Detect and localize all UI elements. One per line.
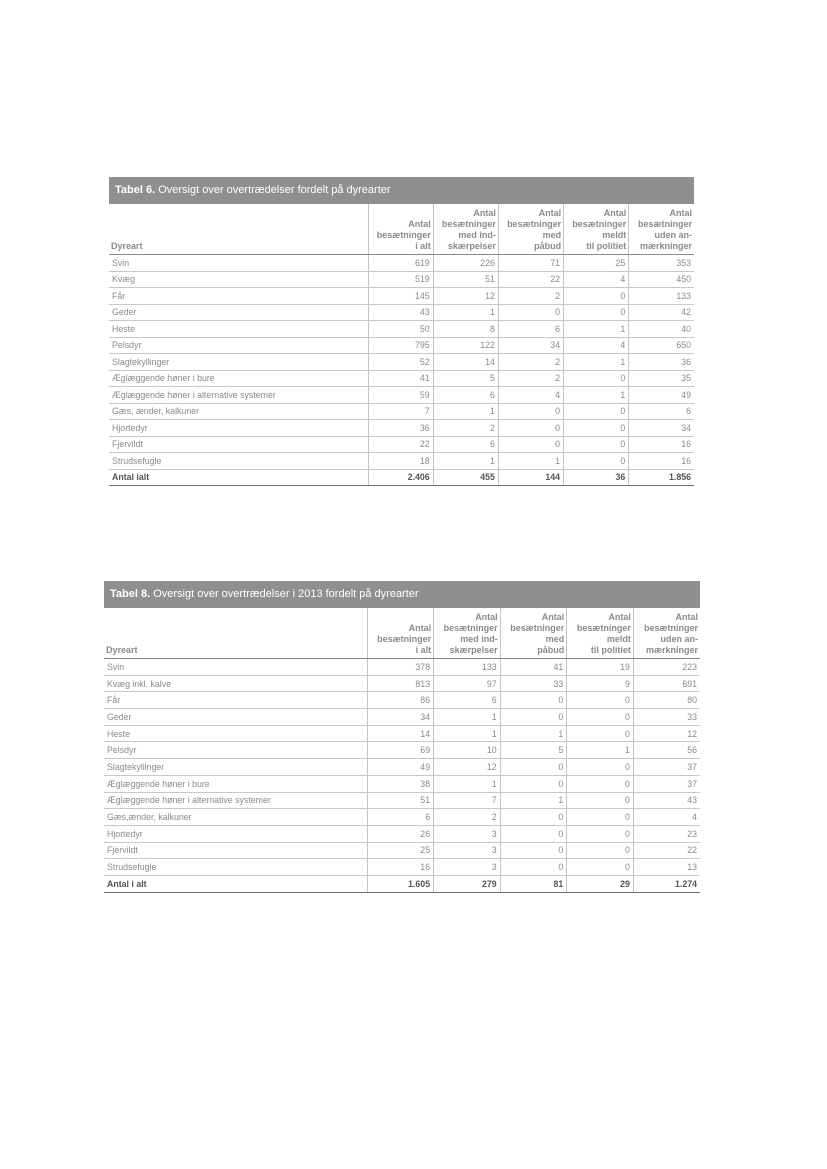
table-row xyxy=(109,387,694,404)
cell-value: 6 xyxy=(433,387,498,404)
cell-value: 12 xyxy=(434,759,501,776)
cell-value: 223 xyxy=(633,659,700,676)
total-row xyxy=(109,469,694,486)
cell-value: 22 xyxy=(498,271,563,288)
cell-value: 619 xyxy=(368,255,433,272)
cell-value: 3 xyxy=(434,842,501,859)
table-row xyxy=(104,709,700,726)
table-row xyxy=(104,859,700,876)
cell-value: 16 xyxy=(629,453,694,470)
cell-value: 4 xyxy=(564,337,629,354)
cell-value: 6 xyxy=(367,809,434,826)
cell-species: Antal i alt xyxy=(104,875,367,892)
cell-species: Strudsefugle xyxy=(109,453,368,470)
cell-value: 6 xyxy=(434,692,501,709)
cell-species: Slagtekyllinger xyxy=(104,759,367,776)
cell-value: 0 xyxy=(500,759,567,776)
cell-value: 6 xyxy=(433,436,498,453)
table-row xyxy=(104,842,700,859)
table-8-title-text: Oversigt over overtrædelser i 2013 fordelt på dyrearter xyxy=(150,588,419,600)
cell-value: 0 xyxy=(498,403,563,420)
cell-species: Æglæggende høner i alternative systemer xyxy=(109,387,368,404)
cell-value: 59 xyxy=(368,387,433,404)
table-row xyxy=(109,304,694,321)
cell-value: 1.605 xyxy=(367,875,434,892)
cell-value: 42 xyxy=(629,304,694,321)
cell-value: 1 xyxy=(433,403,498,420)
cell-value: 35 xyxy=(629,370,694,387)
column-header-dyreart: Dyreart xyxy=(109,204,368,255)
cell-value: 6 xyxy=(629,403,694,420)
cell-value: 14 xyxy=(367,725,434,742)
cell-value: 16 xyxy=(367,859,434,876)
column-header: Antal besætninger i alt xyxy=(368,204,433,255)
cell-species: Gæs, ænder, kalkuner xyxy=(109,403,368,420)
table-6-body xyxy=(109,255,694,486)
column-header: Antal besætninger meldt til politiet xyxy=(567,608,634,659)
cell-value: 0 xyxy=(564,304,629,321)
cell-value: 3 xyxy=(434,859,501,876)
cell-species: Kvæg inkl. kalve xyxy=(104,675,367,692)
table-row xyxy=(104,659,700,676)
cell-value: 145 xyxy=(368,288,433,305)
table-row xyxy=(109,453,694,470)
cell-value: 37 xyxy=(633,775,700,792)
cell-value: 16 xyxy=(629,436,694,453)
cell-value: 378 xyxy=(367,659,434,676)
cell-value: 36 xyxy=(629,354,694,371)
cell-species: Pelsdyr xyxy=(109,337,368,354)
cell-value: 25 xyxy=(367,842,434,859)
cell-species: Heste xyxy=(104,725,367,742)
cell-value: 40 xyxy=(629,321,694,338)
cell-value: 1 xyxy=(567,742,634,759)
cell-value: 10 xyxy=(434,742,501,759)
column-header: Antal besætninger med påbud xyxy=(500,608,567,659)
cell-species: Geder xyxy=(109,304,368,321)
cell-value: 1 xyxy=(500,725,567,742)
cell-species: Heste xyxy=(109,321,368,338)
table-row xyxy=(104,775,700,792)
column-header: Antal besætninger med ind- skærpelser xyxy=(433,204,498,255)
cell-species: Fjervildt xyxy=(109,436,368,453)
table-8-header-row xyxy=(104,608,700,659)
cell-value: 2 xyxy=(434,809,501,826)
cell-value: 1 xyxy=(434,709,501,726)
table-row xyxy=(109,403,694,420)
cell-value: 133 xyxy=(629,288,694,305)
cell-value: 1.274 xyxy=(633,875,700,892)
cell-value: 41 xyxy=(368,370,433,387)
cell-value: 0 xyxy=(498,304,563,321)
cell-value: 1 xyxy=(433,453,498,470)
cell-species: Svin xyxy=(104,659,367,676)
cell-value: 80 xyxy=(633,692,700,709)
cell-value: 279 xyxy=(434,875,501,892)
cell-value: 19 xyxy=(567,659,634,676)
cell-species: Svin xyxy=(109,255,368,272)
cell-species: Æglæggende høner i alternative systemer xyxy=(104,792,367,809)
cell-value: 12 xyxy=(433,288,498,305)
cell-value: 353 xyxy=(629,255,694,272)
cell-value: 86 xyxy=(367,692,434,709)
cell-species: Strudsefugle xyxy=(104,859,367,876)
cell-value: 122 xyxy=(433,337,498,354)
cell-species: Kvæg xyxy=(109,271,368,288)
cell-value: 1 xyxy=(564,387,629,404)
cell-value: 7 xyxy=(434,792,501,809)
cell-value: 3 xyxy=(434,825,501,842)
cell-species: Æglæggende høner i bure xyxy=(109,370,368,387)
cell-value: 2 xyxy=(498,370,563,387)
cell-value: 43 xyxy=(368,304,433,321)
cell-value: 0 xyxy=(500,692,567,709)
cell-value: 455 xyxy=(433,469,498,486)
table-row xyxy=(109,420,694,437)
cell-value: 0 xyxy=(500,825,567,842)
cell-value: 691 xyxy=(633,675,700,692)
column-header: Antal besætninger i alt xyxy=(367,608,434,659)
column-header-dyreart: Dyreart xyxy=(104,608,367,659)
cell-species: Slagtekyllinger xyxy=(109,354,368,371)
table-row xyxy=(109,271,694,288)
cell-value: 0 xyxy=(500,842,567,859)
cell-value: 795 xyxy=(368,337,433,354)
cell-species: Får xyxy=(104,692,367,709)
cell-species: Antal ialt xyxy=(109,469,368,486)
cell-value: 0 xyxy=(567,775,634,792)
table-row xyxy=(104,742,700,759)
cell-value: 5 xyxy=(500,742,567,759)
cell-species: Hjortedyr xyxy=(109,420,368,437)
cell-value: 2 xyxy=(498,354,563,371)
cell-value: 38 xyxy=(367,775,434,792)
cell-value: 0 xyxy=(500,809,567,826)
cell-value: 4 xyxy=(633,809,700,826)
table-row xyxy=(104,825,700,842)
column-header: Antal besætninger uden an- mærkninger xyxy=(633,608,700,659)
cell-value: 0 xyxy=(567,842,634,859)
cell-value: 1 xyxy=(434,725,501,742)
cell-value: 71 xyxy=(498,255,563,272)
cell-value: 9 xyxy=(567,675,634,692)
cell-value: 43 xyxy=(633,792,700,809)
table-8-title-number: Tabel 8. xyxy=(110,588,151,600)
cell-value: 22 xyxy=(368,436,433,453)
cell-value: 0 xyxy=(498,420,563,437)
table-row xyxy=(109,321,694,338)
cell-value: 52 xyxy=(368,354,433,371)
cell-value: 2 xyxy=(498,288,563,305)
cell-value: 2.406 xyxy=(368,469,433,486)
cell-value: 34 xyxy=(629,420,694,437)
cell-value: 0 xyxy=(500,775,567,792)
cell-value: 22 xyxy=(633,842,700,859)
table-8-title xyxy=(104,581,700,608)
cell-species: Pelsdyr xyxy=(104,742,367,759)
cell-value: 813 xyxy=(367,675,434,692)
table-row xyxy=(104,759,700,776)
cell-species: Hjortedyr xyxy=(104,825,367,842)
cell-value: 4 xyxy=(564,271,629,288)
cell-value: 50 xyxy=(368,321,433,338)
table-6 xyxy=(109,177,694,486)
table-6-header-row xyxy=(109,204,694,255)
table-row xyxy=(104,692,700,709)
cell-value: 7 xyxy=(368,403,433,420)
cell-value: 14 xyxy=(433,354,498,371)
cell-value: 5 xyxy=(433,370,498,387)
cell-species: Får xyxy=(109,288,368,305)
table-row xyxy=(104,792,700,809)
cell-value: 0 xyxy=(567,859,634,876)
cell-value: 650 xyxy=(629,337,694,354)
cell-species: Æglæggende høner i bure xyxy=(104,775,367,792)
cell-value: 1.856 xyxy=(629,469,694,486)
cell-value: 0 xyxy=(500,859,567,876)
cell-value: 0 xyxy=(567,809,634,826)
total-row xyxy=(104,875,700,892)
cell-value: 450 xyxy=(629,271,694,288)
cell-value: 23 xyxy=(633,825,700,842)
cell-value: 0 xyxy=(564,288,629,305)
table-row xyxy=(109,354,694,371)
cell-value: 0 xyxy=(567,792,634,809)
cell-species: Geder xyxy=(104,709,367,726)
cell-value: 0 xyxy=(564,436,629,453)
cell-value: 49 xyxy=(629,387,694,404)
column-header: Antal besætninger meldt til politiet xyxy=(564,204,629,255)
cell-value: 1 xyxy=(433,304,498,321)
cell-value: 56 xyxy=(633,742,700,759)
cell-value: 1 xyxy=(500,792,567,809)
cell-value: 144 xyxy=(498,469,563,486)
table-row xyxy=(109,370,694,387)
cell-value: 0 xyxy=(498,436,563,453)
table-row xyxy=(109,255,694,272)
cell-value: 41 xyxy=(500,659,567,676)
table-6-title xyxy=(109,177,694,204)
cell-value: 29 xyxy=(567,875,634,892)
table-row xyxy=(109,337,694,354)
cell-species: Gæs,ænder, kalkuner xyxy=(104,809,367,826)
cell-value: 36 xyxy=(564,469,629,486)
cell-value: 0 xyxy=(564,453,629,470)
table-6-grid xyxy=(109,204,694,486)
cell-value: 1 xyxy=(564,354,629,371)
cell-value: 6 xyxy=(498,321,563,338)
cell-value: 0 xyxy=(564,370,629,387)
cell-value: 1 xyxy=(498,453,563,470)
table-row xyxy=(104,809,700,826)
cell-value: 25 xyxy=(564,255,629,272)
cell-species: Fjervildt xyxy=(104,842,367,859)
table-6-title-number: Tabel 6. xyxy=(115,184,156,196)
cell-value: 0 xyxy=(567,725,634,742)
cell-value: 33 xyxy=(633,709,700,726)
cell-value: 51 xyxy=(433,271,498,288)
cell-value: 69 xyxy=(367,742,434,759)
table-row xyxy=(109,436,694,453)
cell-value: 97 xyxy=(434,675,501,692)
cell-value: 33 xyxy=(500,675,567,692)
cell-value: 37 xyxy=(633,759,700,776)
cell-value: 51 xyxy=(367,792,434,809)
cell-value: 0 xyxy=(564,420,629,437)
cell-value: 13 xyxy=(633,859,700,876)
cell-value: 36 xyxy=(368,420,433,437)
cell-value: 519 xyxy=(368,271,433,288)
table-8-grid xyxy=(104,608,700,893)
cell-value: 1 xyxy=(434,775,501,792)
table-row xyxy=(104,725,700,742)
column-header: Antal besætninger uden an- mærkninger xyxy=(629,204,694,255)
cell-value: 12 xyxy=(633,725,700,742)
cell-value: 49 xyxy=(367,759,434,776)
cell-value: 34 xyxy=(367,709,434,726)
column-header: Antal besætninger med ind- skærpelser xyxy=(434,608,501,659)
table-8-body xyxy=(104,659,700,893)
cell-value: 133 xyxy=(434,659,501,676)
table-row xyxy=(104,675,700,692)
cell-value: 2 xyxy=(433,420,498,437)
column-header: Antal besætninger med påbud xyxy=(498,204,563,255)
cell-value: 18 xyxy=(368,453,433,470)
table-8 xyxy=(104,581,700,893)
cell-value: 0 xyxy=(567,692,634,709)
cell-value: 1 xyxy=(564,321,629,338)
cell-value: 0 xyxy=(500,709,567,726)
cell-value: 4 xyxy=(498,387,563,404)
cell-value: 81 xyxy=(500,875,567,892)
cell-value: 34 xyxy=(498,337,563,354)
cell-value: 0 xyxy=(567,709,634,726)
cell-value: 26 xyxy=(367,825,434,842)
table-6-title-text: Oversigt over overtrædelser fordelt på dyrearter xyxy=(155,184,391,196)
cell-value: 0 xyxy=(567,825,634,842)
cell-value: 0 xyxy=(564,403,629,420)
cell-value: 8 xyxy=(433,321,498,338)
cell-value: 226 xyxy=(433,255,498,272)
table-row xyxy=(109,288,694,305)
cell-value: 0 xyxy=(567,759,634,776)
